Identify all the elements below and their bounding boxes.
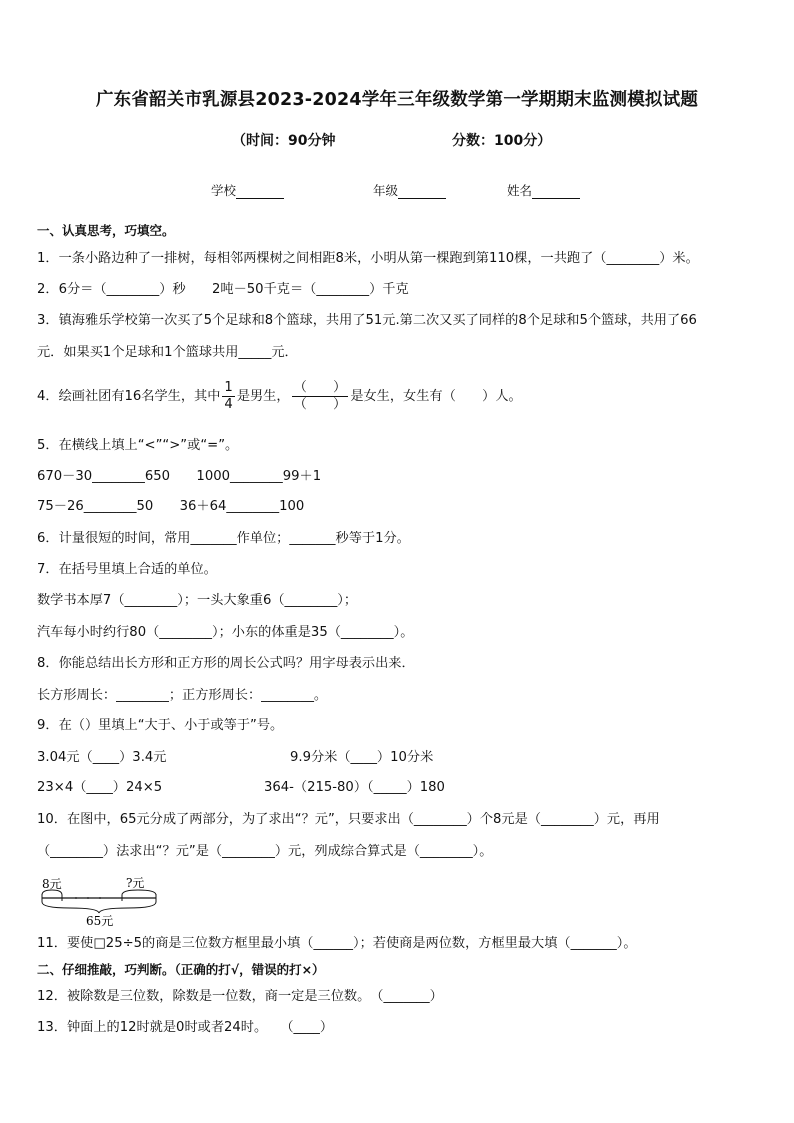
question-13: 13．钟面上的12时就是0时或者24时。 （____） [37,1020,334,1035]
diagram-right-label: ?元 [126,876,145,890]
question-8: 8．你能总结出长方形和正方形的周长公式吗？用字母表示出来． [37,656,415,671]
question-10-line-2: （________）法求出“？元”是（________）元，列成综合算式是（________）。 [37,844,493,859]
question-12: 12．被除数是三位数，除数是一位数，商一定是三位数。 （_______） [37,989,443,1004]
question-9-row-2-left: 23×4（____）24×5 [37,780,163,795]
question-9: 9．在（）里填上“大于、小于或等于”号。 [37,718,284,733]
question-9-row-2-right: 364-（215-80）（_____）180 [264,780,445,795]
question-7: 7．在括号里填上合适的单位。 [37,562,217,577]
section-2-heading: 二、仔细推敲，巧判断。（正确的打√，错误的打×） [37,962,325,977]
question-6: 6．计量很短的时间，常用_______作单位；_______秒等于1分。 [37,531,410,546]
question-1: 1．一条小路边种了一排树，每相邻两棵树之间相距8米，小明从第一棵跑到第110棵，一共跑了（________）米。 [37,251,699,266]
page-title: 广东省韶关市乳源县2023-2024学年三年级数学第一学期期末监测模拟试题 [95,90,699,110]
school-blank [236,186,284,199]
question-9-row-1-left: 3.04元（____）3.4元 [37,750,167,765]
grade-blank [398,186,446,199]
section-1-heading: 一、认真思考，巧填空。 [37,223,175,238]
grade-field: 年级 [373,181,446,199]
question-3-line-1: 3．镇海雅乐学校第一次买了5个足球和8个篮球，共用了51元.第二次又买了同样的8个足球和5个篮球，共用了66 [37,313,697,328]
diagram-total-label: 65元 [86,914,114,927]
fraction-blank: $\frac{( )}{( )}$ [293,379,347,412]
fraction-one-quarter: $\frac{1}{4}$ [224,379,233,412]
question-8-answer-line: 长方形周长：________；正方形周长：________。 [37,688,328,703]
right-brace [122,890,156,895]
school-field: 学校 [211,181,284,199]
question-9-row-1-right: 9.9分米（____）10分米 [290,750,434,765]
name-field: 姓名 [507,181,580,199]
question-4: 4．绘画社团有16名学生，其中 $\frac{1}{4}$ 是男生， $\frac{( )}{( )}$ 是女生，女生有（ ）人。 [37,379,522,412]
time-label: （时间：90分钟 [232,133,336,149]
total-brace [42,902,156,913]
question-10-line-1: 10．在图中，65元分成了两部分，为了求出“？元”，只要求出（________）个8元是（________）元，再用 [37,812,660,827]
question-5-row-2: 75－26________50 36＋64________100 [37,499,305,514]
question-11: 11．要使□25÷5的商是三位数方框里最小填（______）；若使商是两位数，方框里最大填（_______）。 [37,936,637,951]
segment-diagram [40,873,170,927]
question-3-line-2: 元．如果买1个足球和1个篮球共用_____元． [37,345,298,360]
name-blank [532,186,580,199]
question-7-row-1: 数学书本厚7（________）；一头大象重6（________）； [37,593,358,608]
question-7-row-2: 汽车每小时约行80（________）；小东的体重是35（________）。 [37,625,414,640]
question-2: 2．6分＝（________）秒 2吨－50千克＝（________）千克 [37,282,409,297]
question-5-row-1: 670－30________650 1000________99＋1 [37,469,322,484]
question-5: 5．在横线上填上“<”“>”或“=”。 [37,438,239,453]
score-label: 分数：100分） [452,133,552,149]
diagram-left-label: 8元 [42,877,62,891]
